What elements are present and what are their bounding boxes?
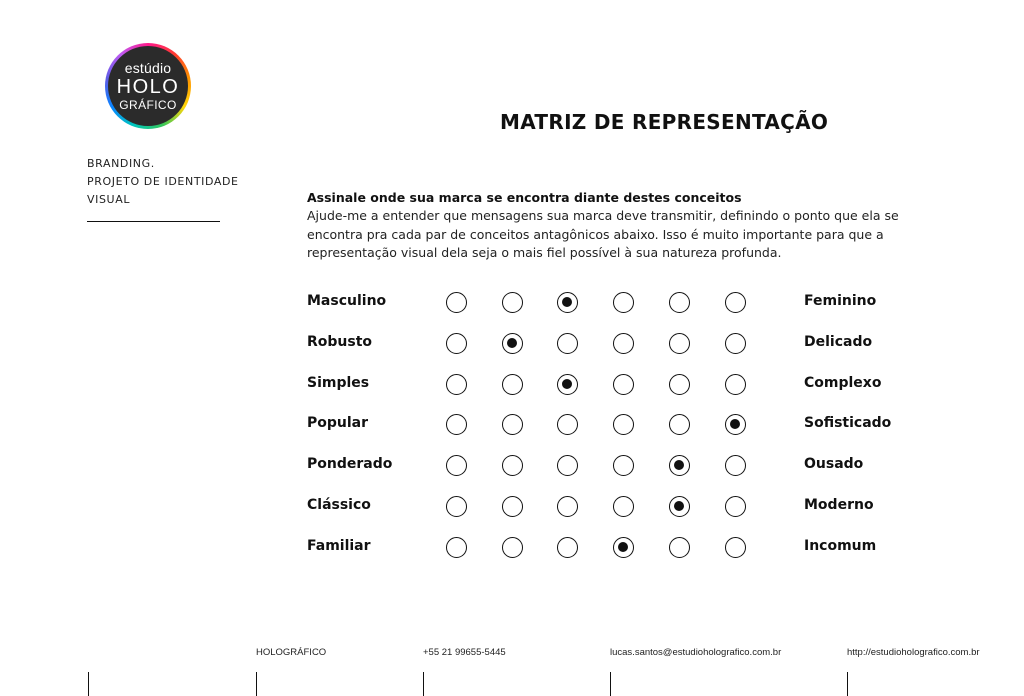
scale-radio-6[interactable] — [725, 455, 746, 476]
concept-left-label: Masculino — [307, 293, 387, 309]
scale-radio-3[interactable] — [557, 333, 578, 354]
concept-left-label: Popular — [307, 415, 369, 432]
matrix-row — [0, 493, 1024, 523]
concept-right-label: Delicado — [804, 333, 873, 350]
concept-right-label: Ousado — [804, 456, 864, 473]
scale-radio-4[interactable] — [613, 374, 634, 395]
matrix-row — [0, 371, 1024, 401]
scale-radio-5[interactable] — [669, 292, 690, 313]
scale-radio-4[interactable] — [613, 455, 634, 476]
sidebar-divider — [87, 221, 220, 222]
concept-right-label: Complexo — [804, 374, 882, 391]
footer-company: HOLOGRÁFICO — [256, 647, 327, 658]
scale-radio-3[interactable] — [557, 414, 578, 435]
scale-radio-2[interactable] — [502, 374, 523, 395]
project-line-1: BRANDING. — [87, 157, 155, 170]
scale-radio-1[interactable] — [446, 414, 467, 435]
scale-radio-4[interactable] — [613, 496, 634, 517]
scale-radio-1[interactable] — [446, 537, 467, 558]
scale-radio-2[interactable] — [502, 496, 523, 517]
footer-divider — [847, 672, 848, 696]
instructions-body: Ajude-me a entender que mensagens sua marca deve transmitir, definindo o ponto que ela se encontra pra cada par de conceitos antagônicos abaixo. Isso é muito importante para que a representação visual dela seja o mais fiel possível à sua natureza profunda. — [307, 208, 899, 260]
logo-line-1: estúdio — [124, 60, 172, 76]
footer-phone: +55 21 99655-5445 — [423, 647, 506, 658]
scale-radio-5[interactable] — [669, 374, 690, 395]
scale-radio-3[interactable] — [557, 292, 578, 313]
matrix-row — [0, 330, 1024, 360]
page-title: MATRIZ DE REPRESENTAÇÃO — [500, 110, 829, 134]
scale-radio-6[interactable] — [725, 292, 746, 313]
project-description — [87, 155, 239, 209]
concept-right-label: Feminino — [804, 293, 877, 309]
footer-divider — [423, 672, 424, 696]
footer-divider — [256, 672, 257, 696]
scale-radio-1[interactable] — [446, 333, 467, 354]
concept-left-label: Ponderado — [307, 456, 393, 473]
matrix-row — [0, 452, 1024, 482]
concept-left-label: Simples — [307, 374, 370, 391]
scale-radio-5[interactable] — [669, 455, 690, 476]
footer-website[interactable]: http://estudioholografico.com.br — [847, 647, 980, 658]
project-line-3: VISUAL — [87, 193, 131, 206]
scale-radio-4[interactable] — [613, 333, 634, 354]
logo-badge — [108, 46, 188, 126]
scale-radio-1[interactable] — [446, 496, 467, 517]
matrix-row — [0, 534, 1024, 564]
footer-divider — [610, 672, 611, 696]
scale-radio-6[interactable] — [725, 496, 746, 517]
scale-radio-2[interactable] — [502, 537, 523, 558]
concept-left-label: Clássico — [307, 497, 371, 513]
scale-radio-2[interactable] — [502, 292, 523, 313]
footer-email[interactable]: lucas.santos@estudioholografico.com.br — [610, 647, 782, 658]
scale-radio-6[interactable] — [725, 333, 746, 354]
footer-divider — [88, 672, 89, 696]
concept-right-label: Incomum — [804, 537, 877, 554]
scale-radio-6[interactable] — [725, 414, 746, 435]
concept-right-label: Moderno — [804, 497, 874, 513]
concept-right-label: Sofisticado — [804, 415, 892, 432]
instructions-heading: Assinale onde sua marca se encontra diante destes conceitos — [307, 190, 742, 205]
scale-radio-4[interactable] — [613, 292, 634, 313]
scale-radio-5[interactable] — [669, 414, 690, 435]
matrix-row — [0, 411, 1024, 441]
logo-line-3: GRÁFICO — [119, 98, 177, 112]
scale-radio-3[interactable] — [557, 496, 578, 517]
matrix-row — [0, 289, 1024, 319]
concept-left-label: Familiar — [307, 537, 371, 554]
logo-line-2: HOLO — [116, 76, 180, 98]
scale-radio-4[interactable] — [613, 537, 634, 558]
scale-radio-3[interactable] — [557, 374, 578, 395]
project-line-2: PROJETO DE IDENTIDADE — [87, 175, 239, 188]
scale-radio-1[interactable] — [446, 292, 467, 313]
scale-radio-2[interactable] — [502, 455, 523, 476]
scale-radio-3[interactable] — [557, 537, 578, 558]
concept-left-label: Robusto — [307, 333, 373, 350]
studio-logo — [105, 43, 191, 129]
scale-radio-1[interactable] — [446, 374, 467, 395]
scale-radio-5[interactable] — [669, 333, 690, 354]
scale-radio-5[interactable] — [669, 496, 690, 517]
scale-radio-1[interactable] — [446, 455, 467, 476]
scale-radio-2[interactable] — [502, 333, 523, 354]
scale-radio-2[interactable] — [502, 414, 523, 435]
scale-radio-4[interactable] — [613, 414, 634, 435]
scale-radio-5[interactable] — [669, 537, 690, 558]
scale-radio-6[interactable] — [725, 537, 746, 558]
scale-radio-3[interactable] — [557, 455, 578, 476]
scale-radio-6[interactable] — [725, 374, 746, 395]
